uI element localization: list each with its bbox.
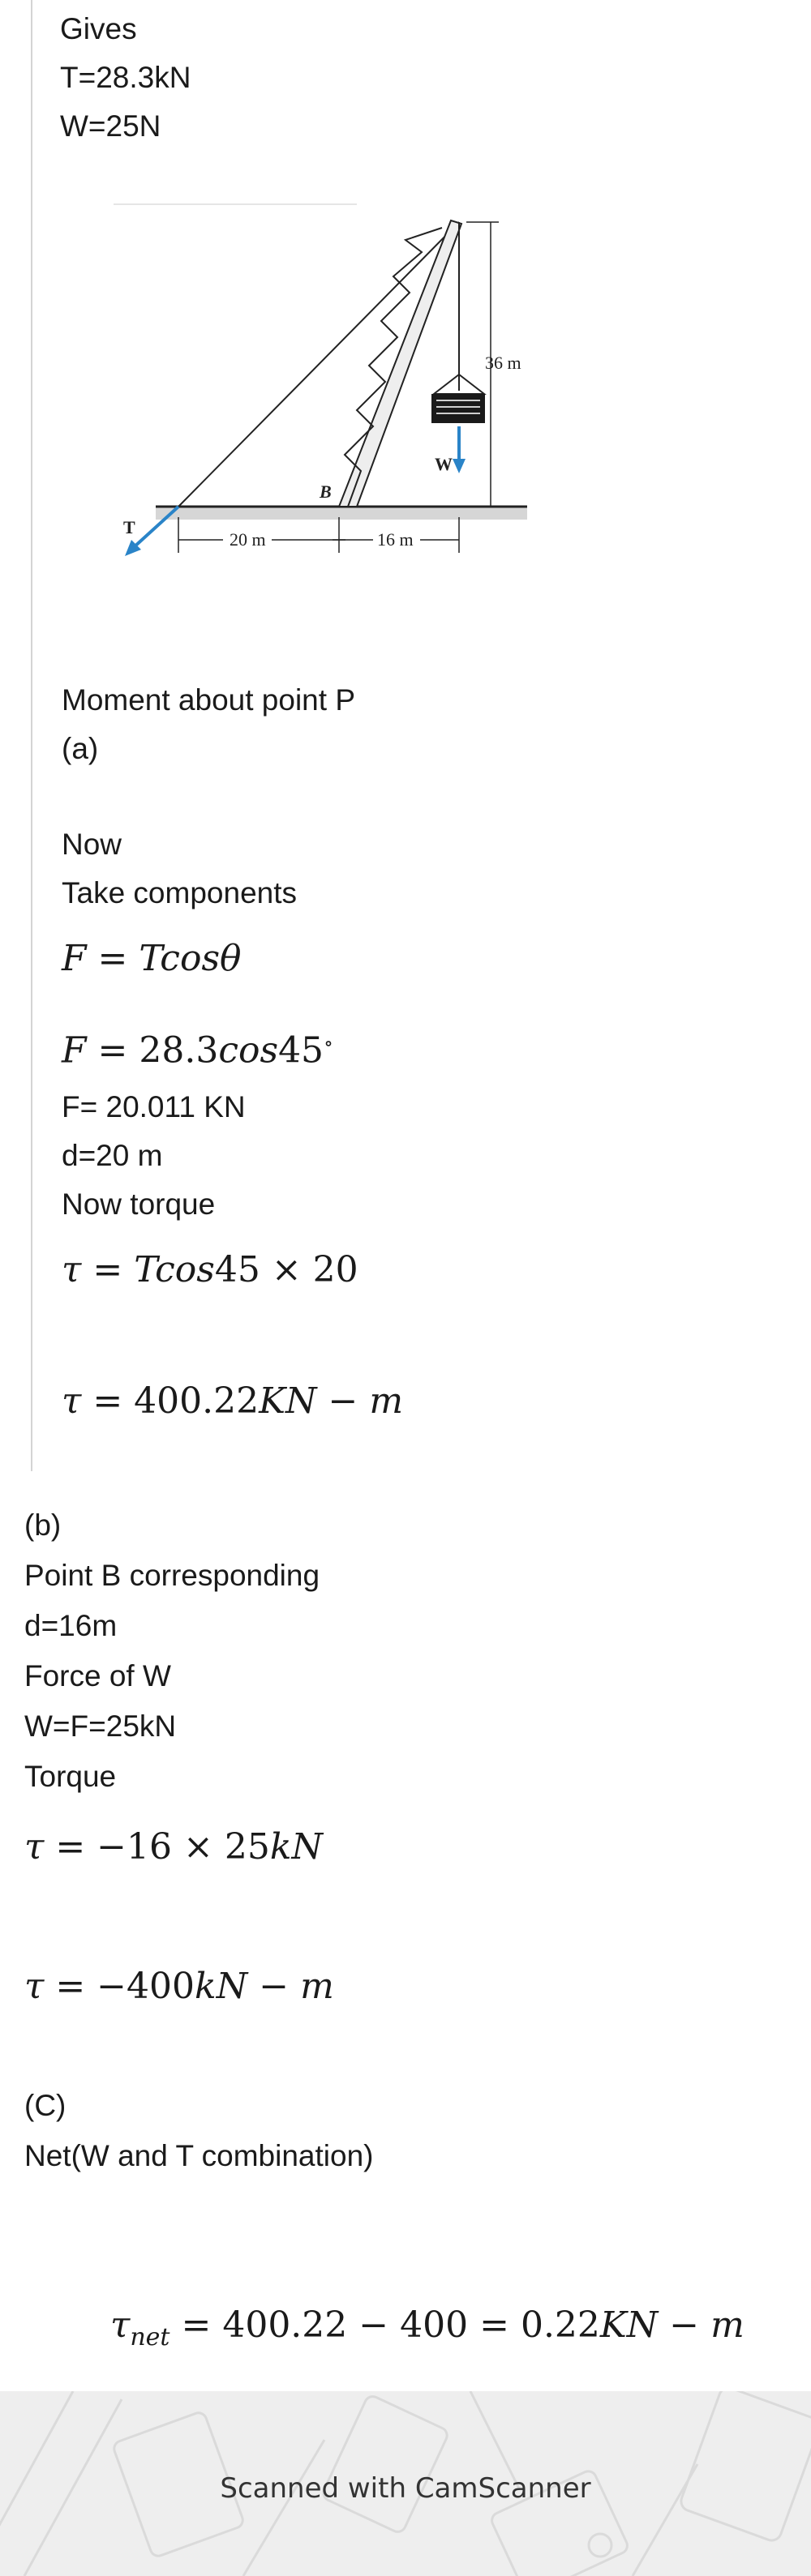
equation-net-torque: $\tau_{net} = 400.22 - 400 = 0.22KN - m$ bbox=[110, 2304, 744, 2351]
part-c-heading: Net(W and T combination) bbox=[24, 2139, 374, 2172]
cable bbox=[178, 222, 459, 507]
torque-text: Torque bbox=[24, 1760, 117, 1793]
label-b: B bbox=[320, 481, 332, 502]
ground bbox=[156, 507, 527, 520]
part-b-heading: Point B corresponding bbox=[24, 1559, 320, 1592]
crane-figure bbox=[114, 191, 535, 564]
part-a-label: (a) bbox=[62, 732, 99, 765]
height-label: 36 m bbox=[485, 353, 521, 373]
camscanner-footer bbox=[0, 2391, 811, 2576]
doodle bbox=[679, 2391, 811, 2543]
take-components-text: Take components bbox=[62, 876, 298, 909]
f-value: F= 20.011 KN bbox=[62, 1090, 246, 1123]
d-value-b: d=16m bbox=[24, 1609, 118, 1642]
force-of-w-text: Force of W bbox=[24, 1659, 171, 1692]
left-dimension-label: 20 m bbox=[230, 529, 266, 550]
now-torque-text: Now torque bbox=[62, 1187, 216, 1221]
equation-torque-a: τ = Tcos45 × 20 bbox=[62, 1249, 358, 1290]
d-value-a: d=20 m bbox=[62, 1139, 163, 1172]
label-w: W bbox=[435, 454, 453, 474]
doodle bbox=[589, 2534, 611, 2557]
equation-f-28-3: F = 28.3cos45∘ bbox=[62, 1029, 333, 1072]
equation-torque-b: τ = −16 × 25kN bbox=[24, 1826, 324, 1868]
doodle bbox=[243, 2440, 324, 2576]
now-text: Now bbox=[62, 828, 122, 861]
part-c-label: (C) bbox=[24, 2089, 67, 2122]
equation-torque-a-result: τ = 400.22KN − m bbox=[62, 1380, 404, 1422]
right-dimension-label: 16 m bbox=[377, 529, 414, 550]
label-t: T bbox=[123, 517, 135, 537]
weight-arrowhead bbox=[453, 459, 466, 473]
load-container bbox=[431, 394, 485, 423]
given-heading: Gives bbox=[60, 12, 137, 45]
equation-f-tcos: F = Tcosθ bbox=[62, 938, 242, 979]
equation-torque-b-result: τ = −400kN − m bbox=[24, 1966, 334, 2007]
w-value: W=F=25kN bbox=[24, 1709, 177, 1743]
part-a-heading: Moment about point P bbox=[62, 683, 355, 717]
part-b-label: (b) bbox=[24, 1508, 62, 1542]
doodle bbox=[321, 2394, 450, 2534]
camscanner-brand-text: Scanned with CamScanner bbox=[220, 2472, 591, 2505]
left-margin-rule bbox=[31, 0, 32, 1471]
given-tension: T=28.3kN bbox=[60, 61, 191, 94]
given-weight: W=25N bbox=[60, 109, 161, 143]
